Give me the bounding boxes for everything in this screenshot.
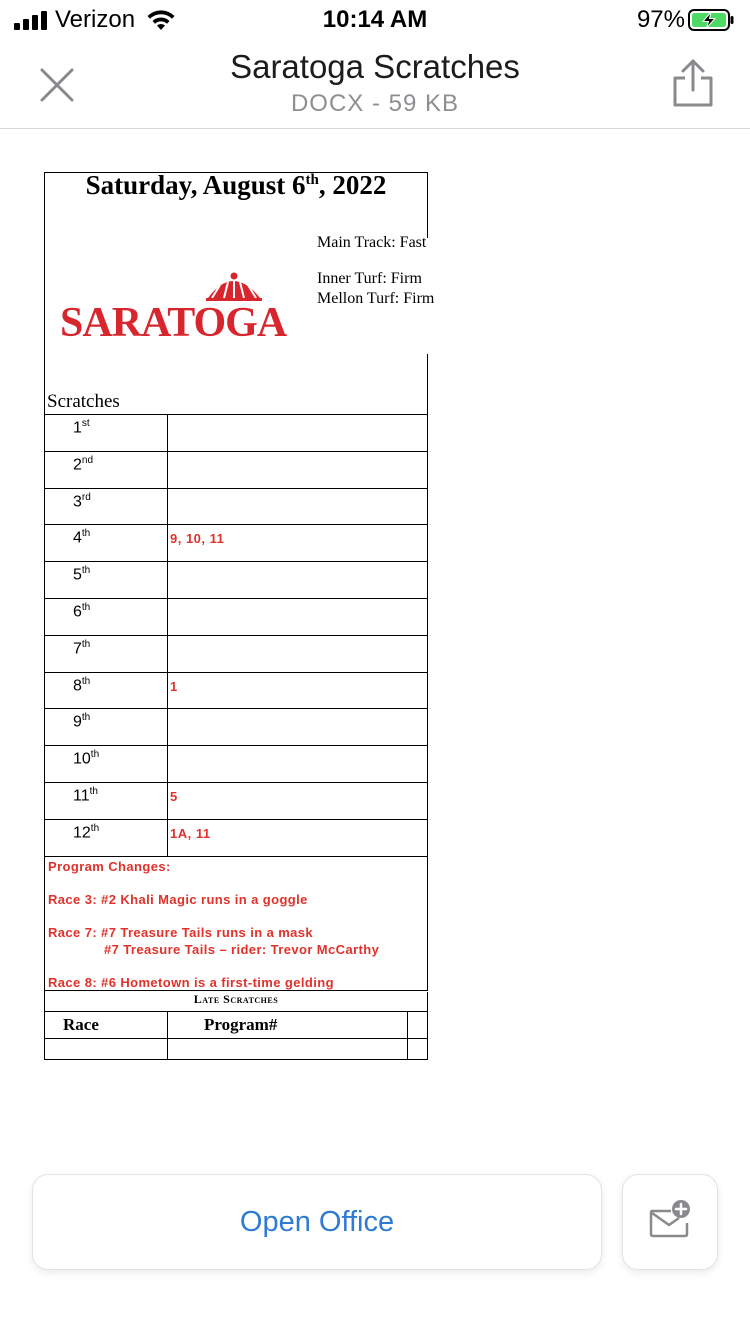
battery-percent: 97% [636, 6, 685, 33]
table-row [45, 451, 428, 488]
table-row [45, 488, 428, 525]
mellon-turf-condition: Mellon Turf: Firm [317, 290, 435, 307]
doc-border-right-bottom [427, 354, 428, 416]
race-number: 1st [45, 415, 168, 452]
table-row [45, 598, 428, 635]
late-program-cell [168, 1039, 408, 1060]
late-program-header: Program# [168, 1012, 408, 1039]
program-changes-title: Program Changes: [48, 859, 171, 874]
table-row [45, 525, 428, 562]
table-row [45, 415, 428, 452]
scratches-table [44, 414, 428, 857]
table-row [45, 782, 428, 819]
race-number: 8th [45, 672, 168, 709]
race-scratches: 5 [168, 782, 428, 819]
race-scratches [168, 709, 428, 746]
program-change-race3: Race 3: #2 Khali Magic runs in a goggle [48, 892, 308, 907]
table-row [45, 562, 428, 599]
mail-button[interactable] [622, 1174, 718, 1270]
program-change-race7-mask: Race 7: #7 Treasure Tails runs in a mask [48, 925, 314, 940]
table-row [45, 746, 428, 783]
table-row [45, 1039, 428, 1060]
late-scratches-title: Late Scratches [44, 992, 428, 1012]
race-scratches [168, 746, 428, 783]
race-number: 3rd [45, 488, 168, 525]
late-extra-cell [408, 1039, 428, 1060]
race-scratches: 1 [168, 672, 428, 709]
track-conditions [317, 233, 434, 309]
mail-add-icon [649, 1199, 693, 1239]
race-scratches [168, 488, 428, 525]
share-icon[interactable] [670, 58, 716, 108]
race-number: 10th [45, 746, 168, 783]
program-changes [44, 857, 428, 991]
document-title: Saratoga Scratches [230, 48, 520, 85]
race-number: 7th [45, 635, 168, 672]
late-race-header: Race [45, 1012, 168, 1039]
carrier-label: Verizon [55, 6, 136, 33]
nav-bar [0, 40, 750, 129]
document-subtitle: DOCX - 59 KB [290, 90, 460, 117]
race-number: 4th [45, 525, 168, 562]
svg-text:SARATOGA: SARATOGA [60, 300, 287, 345]
race-scratches: 1A, 11 [168, 819, 428, 856]
late-extra-cell [408, 1012, 428, 1039]
table-row [45, 819, 428, 856]
race-scratches [168, 451, 428, 488]
race-scratches [168, 415, 428, 452]
race-scratches [168, 598, 428, 635]
table-row [45, 709, 428, 746]
program-change-race7-rider: #7 Treasure Tails – rider: Trevor McCarthy [104, 941, 380, 957]
race-number: 12th [45, 819, 168, 856]
scratches-title: Scratches [47, 391, 120, 412]
saratoga-logo [58, 270, 308, 345]
table-row [45, 672, 428, 709]
race-number: 2nd [45, 451, 168, 488]
table-row [45, 1012, 428, 1039]
race-number: 6th [45, 598, 168, 635]
race-number: 9th [45, 709, 168, 746]
race-scratches: 9, 10, 11 [168, 525, 428, 562]
status-bar [0, 0, 750, 40]
document-preview[interactable] [0, 130, 750, 1170]
open-office-button[interactable]: Open Office [32, 1174, 602, 1270]
program-change-race8: Race 8: #6 Hometown is a first-time gelding [48, 974, 334, 990]
late-race-cell [45, 1039, 168, 1060]
battery-charging-icon [688, 9, 734, 31]
main-track-condition: Main Track: Fast [317, 234, 427, 251]
clock: 10:14 AM [322, 6, 428, 33]
race-scratches [168, 562, 428, 599]
table-row [45, 635, 428, 672]
inner-turf-condition: Inner Turf: Firm [317, 270, 422, 287]
race-number: 11th [45, 782, 168, 819]
doc-date: Saturday, August 6th, 2022 [85, 170, 387, 200]
race-number: 5th [45, 562, 168, 599]
late-scratches-table [44, 1011, 428, 1060]
race-scratches [168, 635, 428, 672]
